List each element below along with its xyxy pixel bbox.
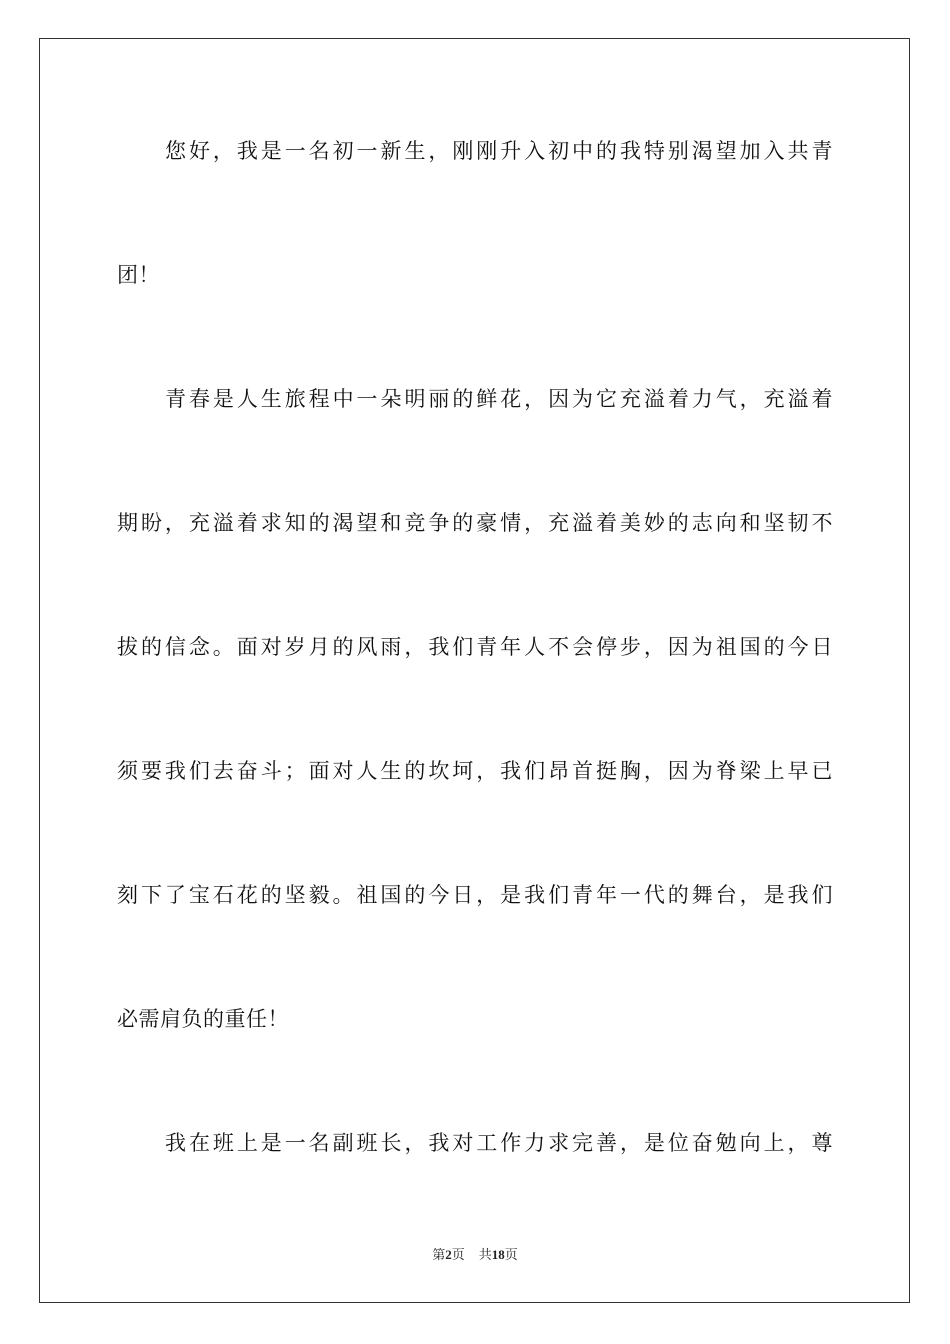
paragraph-3-line-1: 我在班上是一名副班长，我对工作力求完善，是位奋勉向上，尊 [165,1131,833,1155]
paragraph-2-line-3: 拔的信念。面对岁月的风雨，我们青年人不会停步，因为祖国的今日 [117,635,833,659]
current-page-number: 2 [445,1247,452,1262]
paragraph-1-line-1: 您好，我是一名初一新生，刚刚升入初中的我特别渴望加入共青 [165,139,833,163]
paragraph-2-line-1: 青春是人生旅程中一朵明丽的鲜花，因为它充溢着力气，充溢着 [165,387,833,411]
total-label-suffix: 页 [504,1248,518,1263]
page-label-prefix: 第 [432,1248,446,1263]
page-footer [0,1246,950,1265]
page-label-suffix: 页 [451,1248,465,1263]
paragraph-2-line-6: 必需肩负的重任！ [117,1007,289,1031]
paragraph-2-line-5: 刻下了宝石花的坚毅。祖国的今日，是我们青年一代的舞台，是我们 [117,883,833,907]
total-label-prefix: 共 [478,1248,492,1263]
paragraph-2-line-2: 期盼，充溢着求知的渴望和竞争的豪情，充溢着美妙的志向和坚韧不 [117,511,833,535]
page-border [39,38,910,1303]
total-page-count: 18 [491,1247,505,1262]
paragraph-1-line-2: 团！ [117,263,160,287]
paragraph-2-line-4: 须要我们去奋斗；面对人生的坎坷，我们昂首挺胸，因为脊梁上早已 [117,759,833,783]
